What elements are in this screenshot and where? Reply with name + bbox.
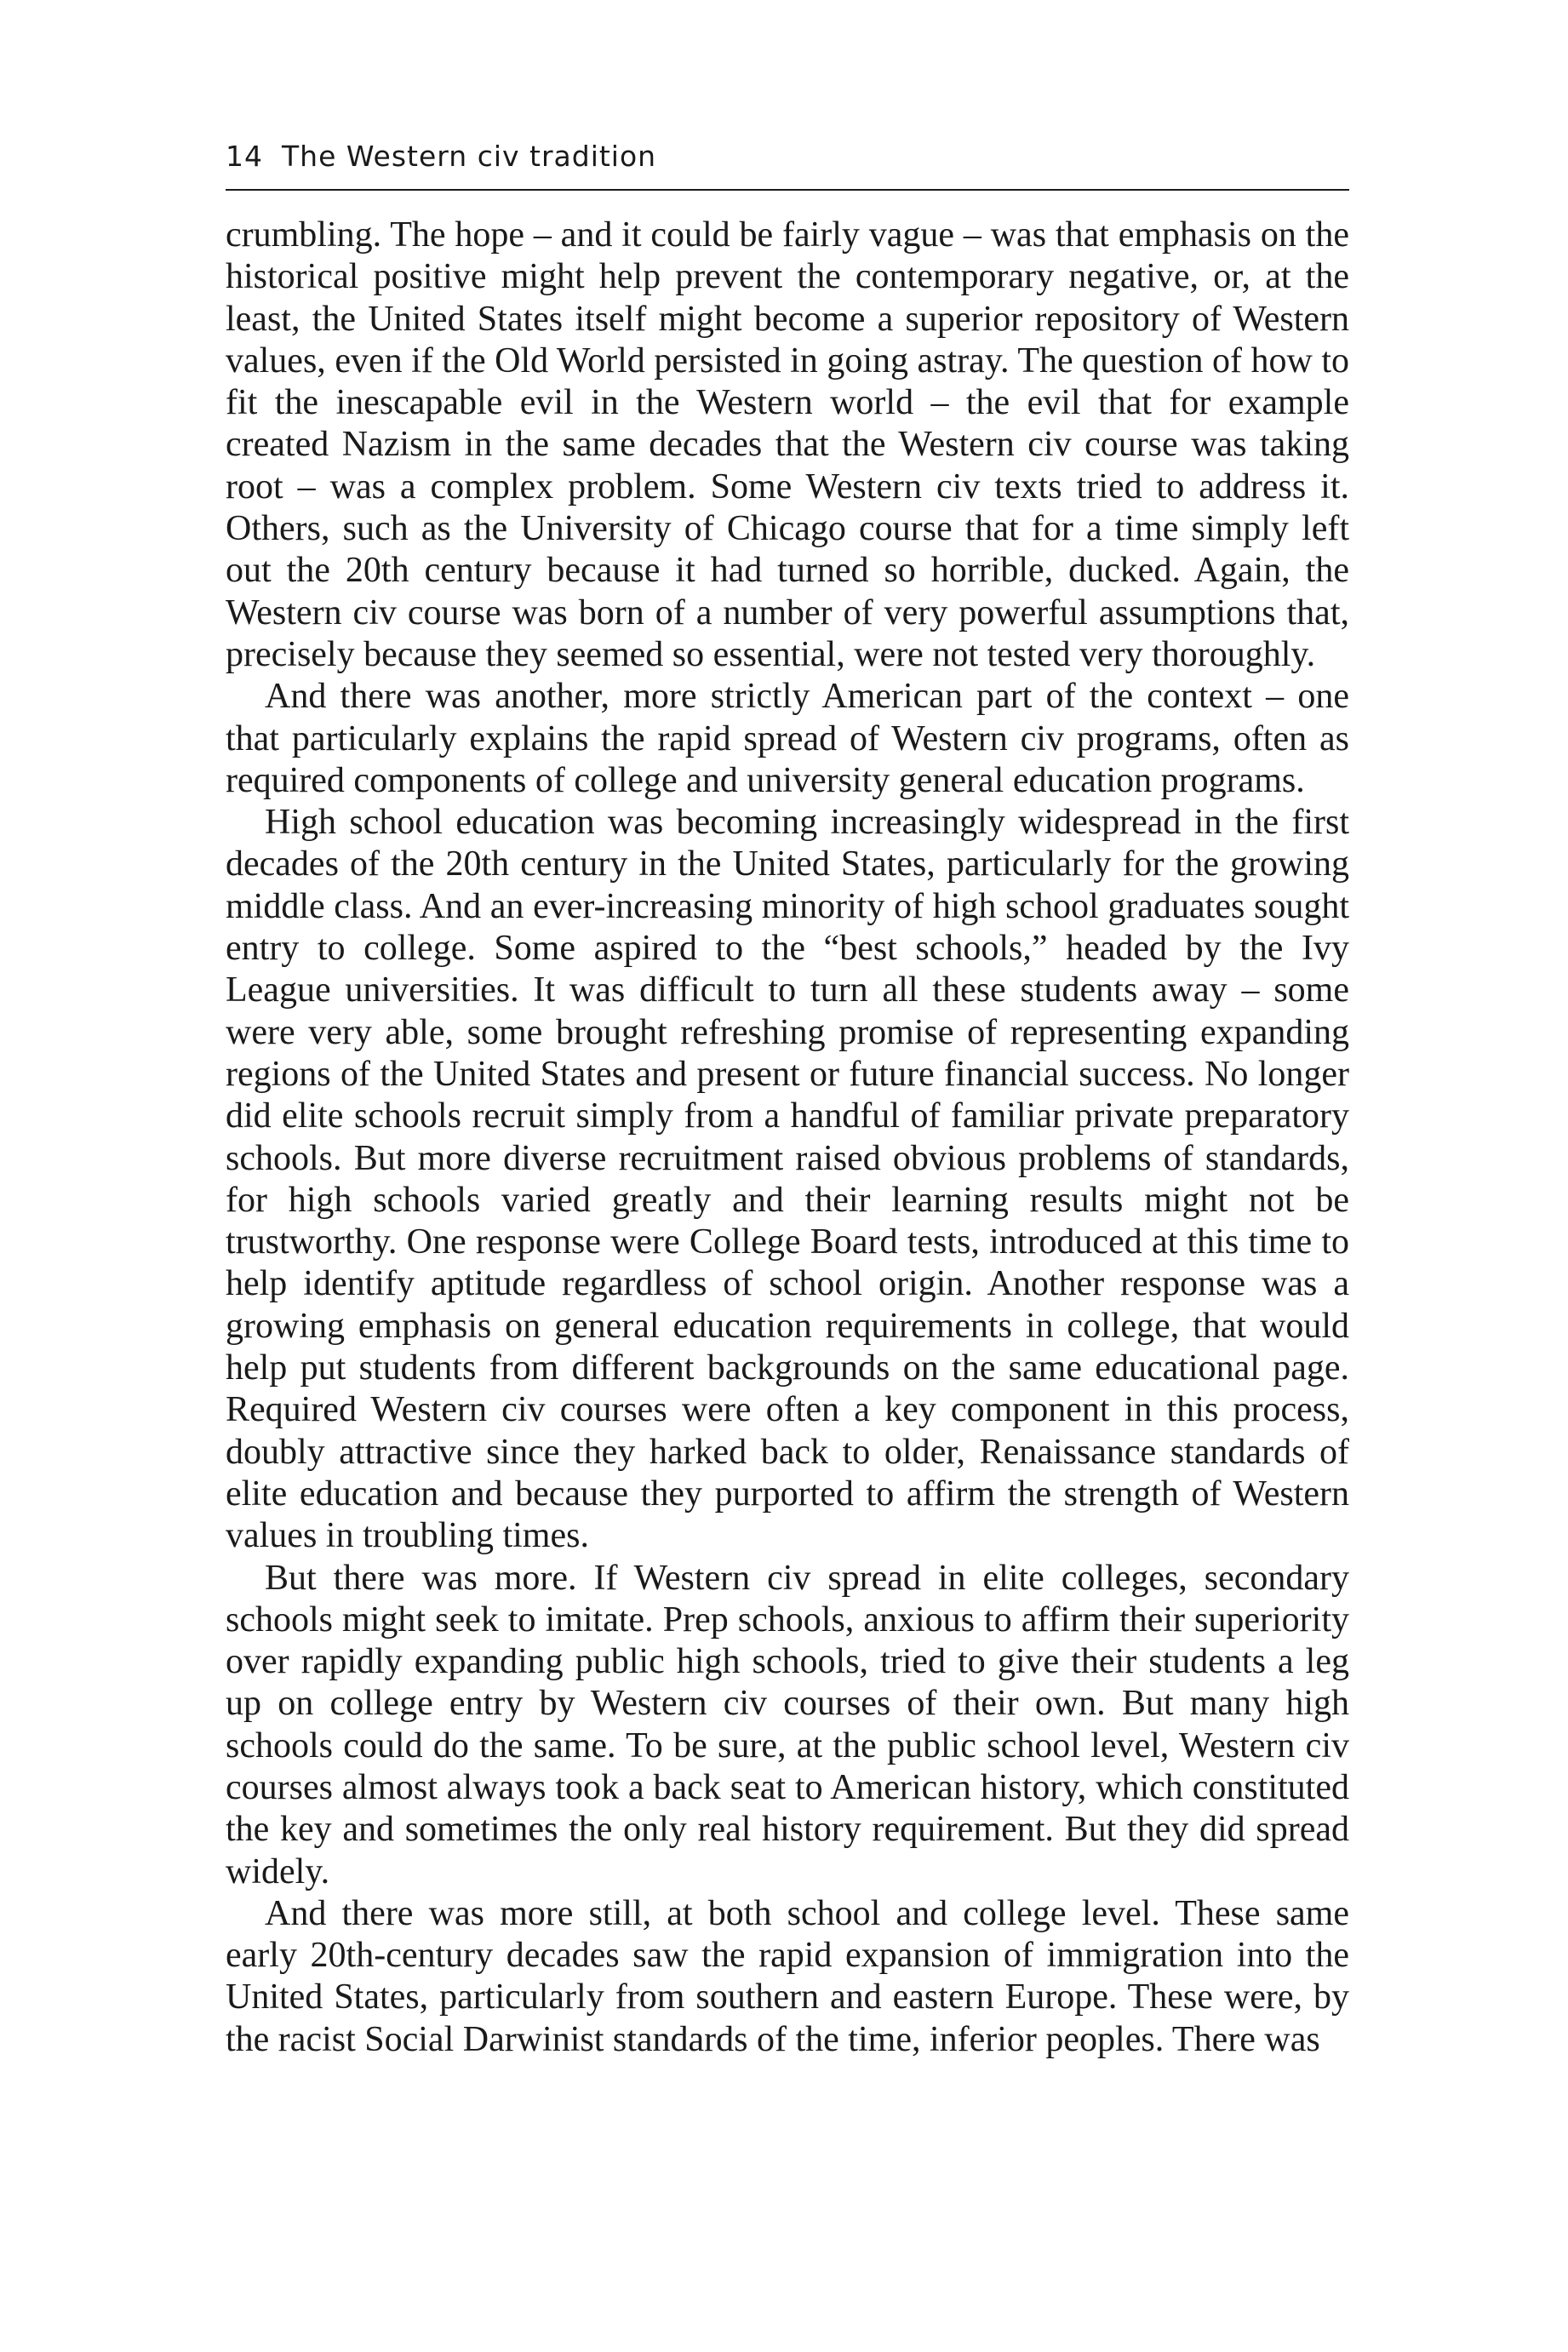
page-number: 14 — [226, 140, 263, 173]
paragraph-4: But there was more. If Western civ spread in elite colleges, secondary schools might seek to imitate. Prep schools, anxious to affirm their superiority over rapidly expanding public high schools, tried to give their students a leg up on college entry by Western civ courses of their own. But many high schools could do the same. To be sure, at the public school level, Western civ courses almost always took a back seat to American history, which constituted the key and sometimes the only real history requirement. But they did spread widely. — [226, 1558, 1349, 1891]
running-head — [226, 140, 1349, 174]
body-text — [226, 215, 1349, 2061]
paragraph-5: And there was more still, at both school and college level. These same early 20th-century decades saw the rapid expansion of immigration into the United States, particularly from southern and eastern Europe. These were, by the racist Social Darwinist standards of the time, inferior peoples. There was — [226, 1893, 1349, 2059]
header-rule — [226, 189, 1349, 191]
paragraph-1: crumbling. The hope – and it could be fairly vague – was that emphasis on the historical positive might help prevent the contemporary negative, or, at the least, the United States itself might become a superior repository of Western values, even if the Old World persisted in going astray. The question of how to fit the inescapable evil in the Western world – the evil that for example created Nazism in the same decades that the Western civ course was taking root – was a complex problem. Some Western civ texts tried to address it. Others, such as the University of Chicago course that for a time simply left out the 20th century because it had turned so horrible, ducked. Again, the Western civ course was born of a number of very powerful assumptions that, precisely because they seemed so essential, were not tested very thoroughly. — [226, 215, 1349, 674]
paragraph-2: And there was another, more strictly American part of the context – one that particularly explains the rapid spread of Western civ programs, often as required components of college and university general education programs. — [226, 677, 1349, 800]
paragraph-3: High school education was becoming increasingly widespread in the first decades of the 20th century in the United States, particularly for the growing middle class. And an ever-increasing minority of high school graduates sought entry to college. Some aspired to the “best schools,” headed by the Ivy League universities. It was difficult to turn all these students away – some were very able, some brought refreshing promise of representing expanding regions of the United States and present or future financial success. No longer did elite schools recruit simply from a handful of familiar private preparatory schools. But more diverse recruitment raised obvious problems of standards, for high schools varied greatly and their learning results might not be trustworthy. One response were College Board tests, introduced at this time to help identify aptitude regardless of school origin. Another response was a growing emphasis on general education requirements in college, that would help put students from different backgrounds on the same educational page. Required Western civ courses were often a key component in this process, doubly attractive since they harked back to older, Renaissance standards of elite education and because they purported to affirm the strength of Western values in troubling times. — [226, 803, 1349, 1556]
running-title: The Western civ tradition — [282, 140, 657, 173]
